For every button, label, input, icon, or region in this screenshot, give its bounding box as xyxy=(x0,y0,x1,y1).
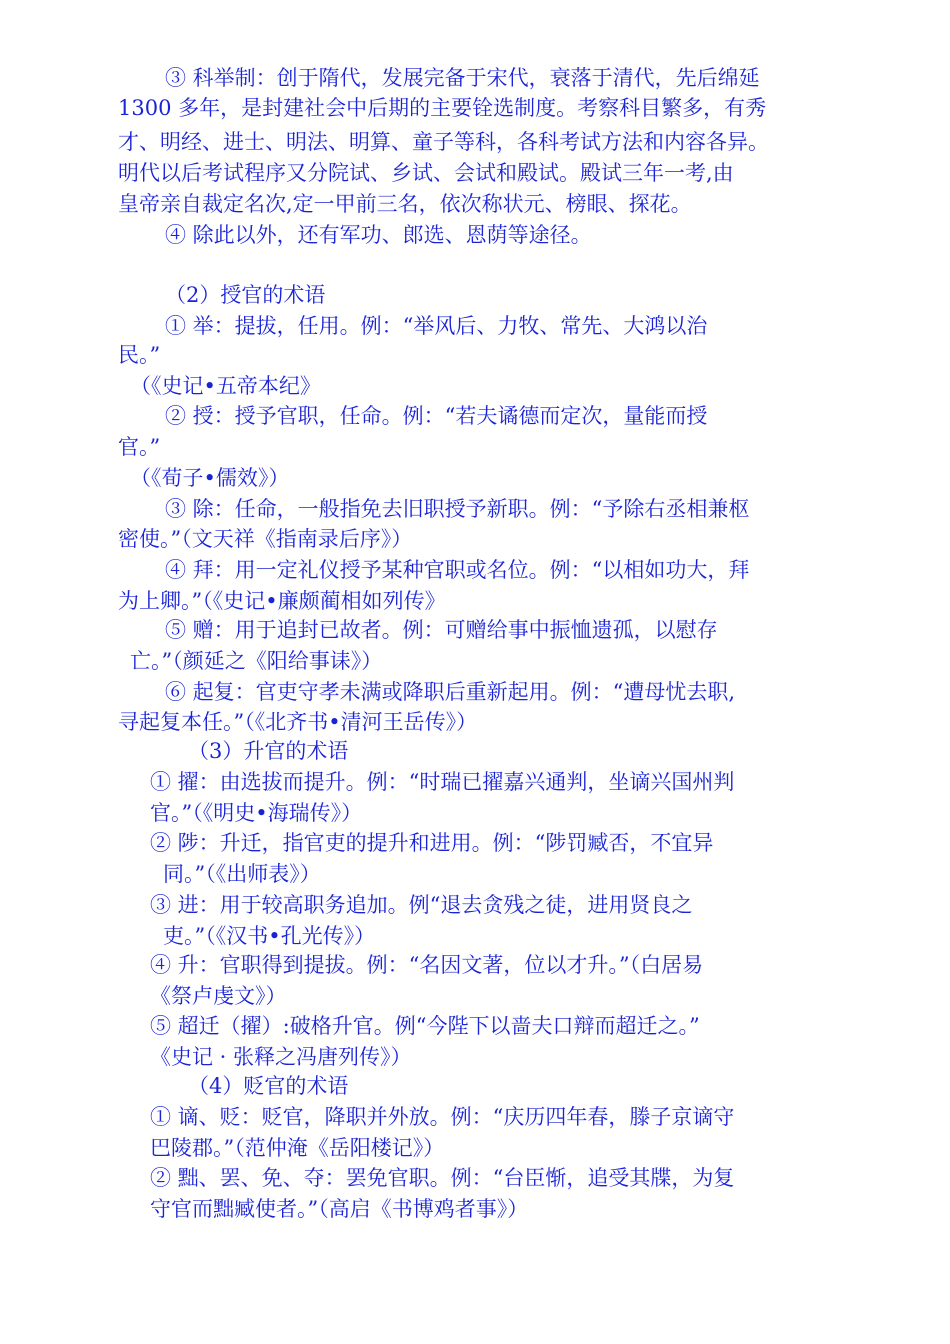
term-jin-line-2: 吏。”（《汉书•孔光传》） xyxy=(163,924,376,948)
term-ju-line-1: ① 举：提拔，任用。例：“举风后、力牧、常先、大鸿以治 xyxy=(165,314,708,338)
term-zhi-line-2: 同。”（《出师表》） xyxy=(163,862,321,886)
term-shou-source: （《荀子•儒效》） xyxy=(130,466,290,490)
term-chu-line-1: ③ 除：任命，一般指免去旧职授予新职。例：“予除右丞相兼枢 xyxy=(165,497,750,521)
term-zhe-line-2: 巴陵郡。”（范仲淹《岳阳楼记》） xyxy=(150,1136,445,1160)
term-jin-line-1: ③ 进：用于较高职务追加。例“退去贪残之徒，进用贤良之 xyxy=(150,893,693,917)
term-chaoqian-line-1: ⑤ 超迁（擢）:破格升官。例“今陛下以啬夫口辩而超迁之。” xyxy=(150,1014,700,1038)
term-bai-line-1: ④ 拜：用一定礼仪授予某种官职或名位。例：“以相如功大，拜 xyxy=(165,558,750,582)
section-heading-appointment: （2）授官的术语 xyxy=(165,283,326,307)
paragraph-other-routes: ④ 除此以外，还有军功、郎选、恩荫等途径。 xyxy=(165,223,592,247)
paragraph-keju-line-4: 明代以后考试程序又分院试、乡试、会试和殿试。殿试三年一考,由 xyxy=(118,161,734,185)
paragraph-keju-line-5: 皇帝亲自裁定名次,定一甲前三名，依次称状元、榜眼、探花。 xyxy=(118,192,692,216)
term-chaoqian-line-2: 《史记 · 张释之冯唐列传》） xyxy=(150,1045,412,1069)
term-ju-source: （《史记•五帝本纪》 xyxy=(130,374,321,398)
term-zhe-line-1: ① 谪、贬：贬官，降职并外放。例：“庆历四年春，滕子京谪守 xyxy=(150,1105,735,1129)
section-heading-promotion: （3）升官的术语 xyxy=(188,739,349,763)
term-bai-line-2: 为上卿。”（《史记•廉颇蔺相如列传》 xyxy=(118,589,446,613)
term-qifu-line-2: 寻起复本任。”（《北齐书•清河王岳传》） xyxy=(118,710,478,734)
term-zeng-line-2: 亡。”（颜延之《阳给事诔》） xyxy=(130,649,383,673)
paragraph-keju-line-1: ③ 科举制：创于隋代，发展完备于宋代，衰落于清代，先后绵延 xyxy=(165,66,760,90)
term-sheng-line-1: ④ 升：官职得到提拔。例：“名因文著，位以才升。”（白居易 xyxy=(150,953,704,977)
term-shou-line-1: ② 授：授予官职，任命。例：“若夫谲德而定次，量能而授 xyxy=(165,404,708,428)
term-chu2-line-1: ② 黜、罢、免、夺：罢免官职。例：“台臣惭，追受其牒，为复 xyxy=(150,1166,735,1190)
paragraph-keju-line-2: 1300 多年，是封建社会中后期的主要铨选制度。考察科目繁多，有秀 xyxy=(118,96,767,120)
term-zhi-line-1: ② 陟：升迁，指官吏的提升和进用。例：“陟罚臧否，不宜异 xyxy=(150,831,714,855)
term-ju-line-2: 民。” xyxy=(118,343,161,367)
term-zhuo-line-2: 官。”（《明史•海瑞传》） xyxy=(150,801,363,825)
paragraph-keju-line-3: 才、明经、进士、明法、明算、童子等科，各科考试方法和内容各异。 xyxy=(118,130,769,154)
term-qifu-line-1: ⑥ 起复：官吏守孝未满或降职后重新起用。例：“遭母忧去职, xyxy=(165,680,736,704)
term-chu2-line-2: 守官而黜臧使者。”（高启《书博鸡者事》） xyxy=(150,1197,529,1221)
term-zeng-line-1: ⑤ 赠：用于追封已故者。例：可赠给事中振恤遗孤，以慰存 xyxy=(165,618,718,642)
term-chu-line-2: 密使。”（文天祥《指南录后序》） xyxy=(118,527,413,551)
section-heading-demotion: （4）贬官的术语 xyxy=(188,1074,349,1098)
term-shou-line-2: 官。” xyxy=(118,435,161,459)
term-sheng-line-2: 《祭卢虔文》） xyxy=(150,984,287,1008)
term-zhuo-line-1: ① 擢：由选拔而提升。例：“时瑞已擢嘉兴通判，坐谪兴国州判 xyxy=(150,770,735,794)
